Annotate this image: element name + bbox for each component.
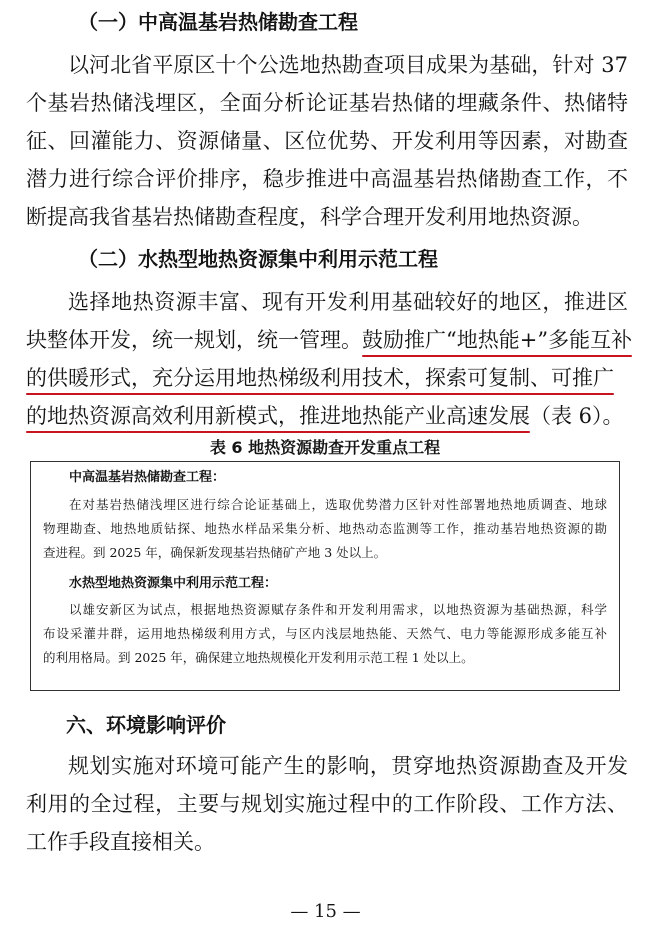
section-heading-2: （二）水热型地热资源集中利用示范工程 [78,247,438,271]
paragraph-line [26,402,624,430]
table-text-line: 在对基岩热储浅埋区进行综合论证基础上，选取优势潜力区针对性部署地热地质调查、地球 [69,497,607,512]
paragraph-line: 个基岩热储浅埋区，全面分析论证基岩热储的埋藏条件、热储特 [26,91,628,115]
section-heading-3: 六、环境影响评价 [66,713,226,737]
table-block-heading: 水热型地热资源集中利用示范工程： [69,576,278,591]
table-text-line: 的利用格局。到 2025 年，确保建立地热规模化开发利用示范工程 1 处以上。 [43,650,474,665]
table-text-line: 布设采灌井群，运用地热梯级利用方式，与区内浅层地热能、天然气、电力等能源形成多能互补 [43,626,607,641]
table-block-heading: 中高温基岩热储勘查工程： [69,470,226,485]
paragraph-text: 块整体开发，统一规划，统一管理。 [26,328,362,352]
table-text-line: 以雄安新区为试点，根据地热资源赋存条件和开发利用需求，以地热资源为基础热源，科学 [69,602,607,617]
highlighted-text: 的地热资源高效利用新模式，推进地热能产业高速发展 [26,404,530,428]
table-text-line: 物理勘查、地热地质钻探、地热水样品采集分析、地热动态监测等工作，推动基岩地热资源的勘 [43,521,607,536]
paragraph-line: 工作手段直接相关。 [26,830,215,854]
highlighted-text: 鼓励推广“地热能+”多能互补 [362,328,633,352]
paragraph-line: 利用的全过程，主要与规划实施过程中的工作阶段、工作方法、 [26,792,628,816]
paragraph-line [26,364,614,392]
paragraph-line [26,326,632,354]
paragraph-line: 以河北省平原区十个公选地热勘查项目成果为基础，针对 37 [68,53,628,77]
paragraph-line: 断提高我省基岩热储勘查程度，科学合理开发利用地热资源。 [26,205,593,229]
paragraph-line: 选择地热资源丰富、现有开发利用基础较好的地区，推进区 [68,290,628,314]
paragraph-line: 征、回灌能力、资源储量、区位优势、开发利用等因素，对勘查 [26,129,628,153]
paragraph-text: （表 6）。 [530,404,624,428]
highlighted-text: 的供暖形式，充分运用地热梯级利用技术，探索可复制、可推广 [26,366,614,390]
key-projects-table [30,461,620,691]
section-heading-1: （一）中高温基岩热储勘查工程 [78,10,358,34]
table-text-line: 查进程。到 2025 年，确保新发现基岩热储矿产地 3 处以上。 [43,545,387,560]
table-title: 表 6 地热资源勘查开发重点工程 [209,438,441,457]
paragraph-line: 规划实施对环境可能产生的影响，贯穿地热资源勘查及开发 [68,754,628,778]
paragraph-line: 潜力进行综合评价排序，稳步推进中高温基岩热储勘查工作，不 [26,167,628,191]
page-number: — 15 — [290,901,361,922]
